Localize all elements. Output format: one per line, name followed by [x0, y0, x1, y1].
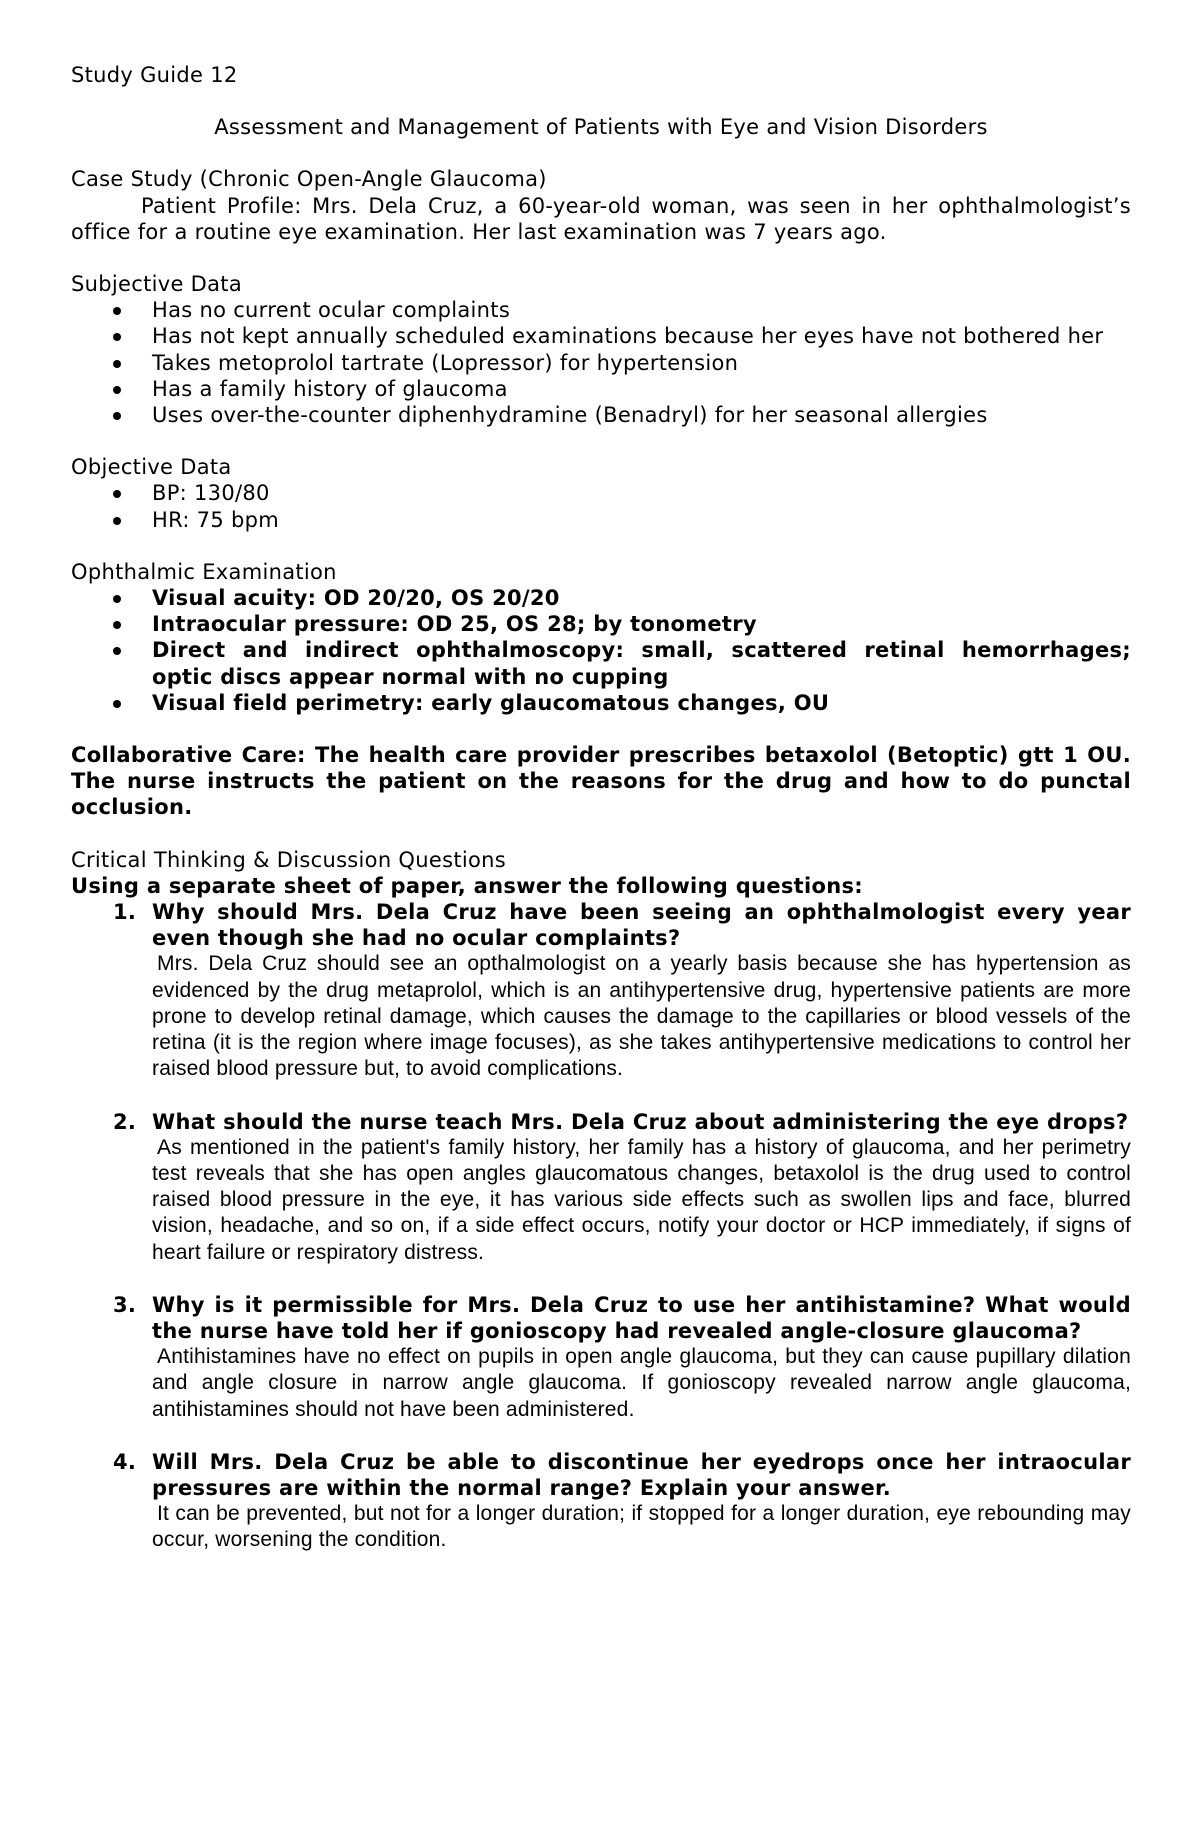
bullet-icon [113, 412, 121, 420]
bullet-icon [113, 595, 121, 603]
list-item [152, 690, 1131, 716]
list-item-text: Takes metoprolol tartrate (Lopressor) for hypertension [152, 350, 739, 375]
patient-profile: Patient Profile: Mrs. Dela Cruz, a 60-year-old woman, was seen in her ophthalmologist’s office for a routine eye examination. Her last examination was 7 years ago. [71, 193, 1131, 244]
objective-data-list [71, 480, 1131, 532]
list-item [152, 480, 1131, 506]
list-item [152, 507, 1131, 533]
list-item-text: Has a family history of glaucoma [152, 376, 508, 401]
answer-text: It can be prevented, but not for a longer duration; if stopped for a longer duration, eye rebounding may occur, worsening the condition. [152, 1502, 1131, 1552]
bullet-icon [113, 621, 121, 629]
list-item-text: Visual field perimetry: early glaucomatous changes, OU [152, 690, 830, 715]
list-item-text: Uses over-the-counter diphenhydramine (Benadryl) for her seasonal allergies [152, 403, 988, 428]
list-item [152, 376, 1131, 402]
list-item [152, 611, 1131, 637]
discussion-instruction: Using a separate sheet of paper, answer the following questions: [71, 873, 863, 898]
list-item-text: Has no current ocular complaints [152, 298, 511, 323]
bullet-icon [113, 647, 121, 655]
question-number: 3. [113, 1292, 137, 1317]
case-study-heading: Case Study (Chronic Open-Angle Glaucoma) [71, 167, 547, 192]
question-text: Why should Mrs. Dela Cruz have been seeing an ophthalmologist every year even though she had no ocular complaints? [152, 900, 1131, 951]
question-text: What should the nurse teach Mrs. Dela Cruz about administering the eye drops? [152, 1109, 1129, 1134]
bullet-icon [113, 360, 121, 368]
list-item-text: Visual acuity: OD 20/20, OS 20/20 [152, 586, 560, 611]
subjective-data-list [71, 297, 1131, 428]
question-number: 2. [113, 1109, 137, 1134]
question-item [113, 1449, 1131, 1554]
question-item [113, 1292, 1131, 1423]
bullet-icon [113, 333, 121, 341]
study-guide-label: Study Guide 12 [71, 63, 238, 87]
question-item [113, 899, 1131, 1082]
list-item [152, 637, 1131, 689]
discussion-heading: Critical Thinking & Discussion Questions [71, 847, 506, 872]
list-item [152, 585, 1131, 611]
bullet-icon [113, 490, 121, 498]
bullet-icon [113, 386, 121, 394]
list-item-text: HR: 75 bpm [152, 507, 280, 532]
document-title: Assessment and Management of Patients with Eye and Vision Disorders [214, 115, 988, 140]
list-item-text: BP: 130/80 [152, 481, 270, 506]
question-text: Why is it permissible for Mrs. Dela Cruz to use her antihistamine? What would the nurse have told her if gonioscopy had revealed angle-closure glaucoma? [152, 1292, 1131, 1343]
question-item [113, 1109, 1131, 1266]
answer-text: As mentioned in the patient's family history, her family has a history of glaucoma, and her perimetry test reveals that she has open angles glaucomatous changes, betaxolol is the drug used to control raised blood pressure in the eye, it has various side effects such as swollen lips and face, blurred vision, headache, and so on, if a side effect occurs, notify your doctor or HCP immediately, if signs of heart failure or respiratory distress. [152, 1135, 1131, 1264]
list-item [152, 350, 1131, 376]
question-number: 1. [113, 900, 137, 925]
ophthalmic-exam-heading: Ophthalmic Examination [71, 559, 337, 584]
answer-text: Mrs. Dela Cruz should see an opthalmologist on a yearly basis because she has hypertension as evidenced by the drug metaprolol, which is an antihypertensive drug, hypertensive patients are more prone to develop retinal damage, which causes the damage to the capillaries or blood vessels of the retina (it is the region where image focuses), as she takes antihypertensive medications to control her raised blood pressure but, to avoid complications. [152, 952, 1131, 1081]
list-item [152, 323, 1131, 349]
list-item-text: Direct and indirect ophthalmoscopy: small, scattered retinal hemorrhages; optic discs appear normal with no cupping [152, 638, 1131, 689]
subjective-data-heading: Subjective Data [71, 272, 243, 297]
answer-text: Antihistamines have no effect on pupils in open angle glaucoma, but they can cause pupillary dilation and angle closure in narrow angle glaucoma. If gonioscopy revealed narrow angle glaucoma, antihistamines should not have been administered. [152, 1345, 1131, 1421]
bullet-icon [113, 517, 121, 525]
list-item [152, 297, 1131, 323]
bullet-icon [113, 700, 121, 708]
document-page [71, 62, 1131, 1580]
list-item [152, 402, 1131, 428]
list-item-text: Has not kept annually scheduled examinations because her eyes have not bothered her [152, 324, 1104, 349]
objective-data-heading: Objective Data [71, 455, 232, 480]
list-item-text: Intraocular pressure: OD 25, OS 28; by tonometry [152, 612, 757, 637]
collaborative-care: Collaborative Care: The health care provider prescribes betaxolol (Betoptic) gtt 1 OU. The nurse instructs the patient on the reasons for the drug and how to do punctal occlusion. [71, 743, 1131, 820]
question-text: Will Mrs. Dela Cruz be able to discontinue her eyedrops once her intraocular pressures are within the normal range? Explain your answer. [152, 1449, 1131, 1500]
question-list [71, 899, 1131, 1553]
bullet-icon [113, 307, 121, 315]
ophthalmic-exam-list [71, 585, 1131, 716]
question-number: 4. [113, 1449, 137, 1474]
